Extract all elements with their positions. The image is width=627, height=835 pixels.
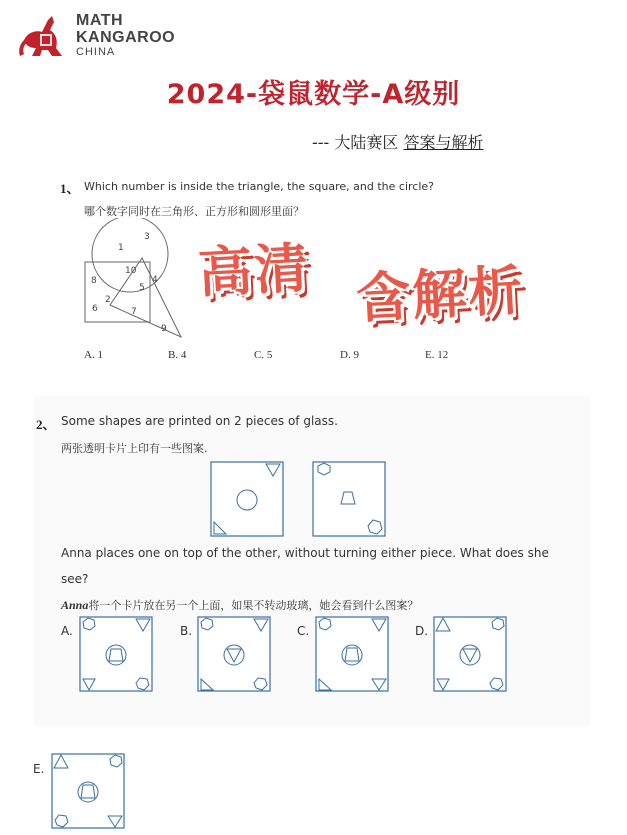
q1-option-c[interactable]: C. 5 [254, 349, 273, 361]
q2-text-zh2-body: 将一个卡片放在另一个上面，如果不转动玻璃，她会看到什么图案？ [88, 599, 419, 612]
q2-option-a[interactable] [78, 615, 156, 695]
venn-triangle [110, 258, 181, 337]
glass-piece-1 [208, 460, 288, 540]
venn-number: 2 [105, 295, 111, 305]
q2-option-b[interactable] [196, 615, 274, 695]
sticker-with-solutions: 含解析 [354, 258, 526, 331]
logo-line3: CHINA [76, 46, 116, 58]
q2-option-a-label: A. [61, 624, 73, 638]
sticker-hd: 高清 [196, 236, 312, 305]
q2-option-d[interactable] [432, 615, 510, 695]
q1-text-en: Which number is inside the triangle, the square, and the circle? [84, 180, 434, 193]
subtitle [312, 130, 484, 153]
q1-option-d[interactable]: D. 9 [340, 349, 359, 361]
logo-text [76, 12, 175, 58]
q2-option-d-label: D. [415, 624, 429, 638]
q2-text-zh: 两张透明卡片上印有一些图案. [61, 442, 208, 455]
venn-number: 3 [144, 232, 150, 242]
q2-text-en2-line2: see? [61, 572, 89, 586]
q1-venn-diagram [80, 218, 200, 343]
q1-text-zh: 哪个数字同时在三角形、正方形和圆形里面？ [84, 205, 304, 218]
q2-number: 2、 [36, 417, 56, 432]
kangaroo-logo-icon [18, 10, 72, 62]
q1-number: 1、 [60, 181, 80, 196]
venn-number: 4 [152, 275, 158, 285]
q2-option-b-label: B. [180, 624, 193, 638]
q1-option-e[interactable]: E. 12 [425, 349, 449, 361]
q2-text-en: Some shapes are printed on 2 pieces of glass. [61, 414, 338, 428]
q1-option-b[interactable]: B. 4 [168, 349, 187, 361]
q2-option-e[interactable] [50, 752, 128, 832]
q2-option-c[interactable] [314, 615, 392, 695]
q2-option-e-label: E. [33, 762, 45, 776]
q2-text-en2-line1: Anna places one on top of the other, without turning either piece. What does she [61, 546, 549, 560]
logo-line2: KANGAROO [76, 29, 176, 46]
glass-piece-2 [310, 460, 390, 540]
venn-number: 9 [161, 324, 167, 334]
q2-option-c-label: C. [297, 624, 310, 638]
venn-number: 5 [139, 283, 145, 293]
venn-number: 6 [92, 304, 98, 314]
venn-number: 10 [125, 266, 137, 276]
answers-link[interactable]: 答案与解析 [403, 133, 484, 152]
venn-number: 1 [118, 243, 124, 253]
q1-option-a[interactable]: A. 1 [84, 349, 103, 361]
logo-line1: MATH [76, 12, 124, 29]
venn-number: 7 [131, 307, 137, 317]
q2-text-zh2 [61, 597, 418, 613]
subtitle-prefix: --- 大陆赛区 [312, 133, 404, 152]
q2-name-anna: Anna [61, 598, 89, 612]
page-title: 2024-袋鼠数学-A级别 [166, 79, 461, 110]
venn-number: 8 [91, 276, 97, 286]
